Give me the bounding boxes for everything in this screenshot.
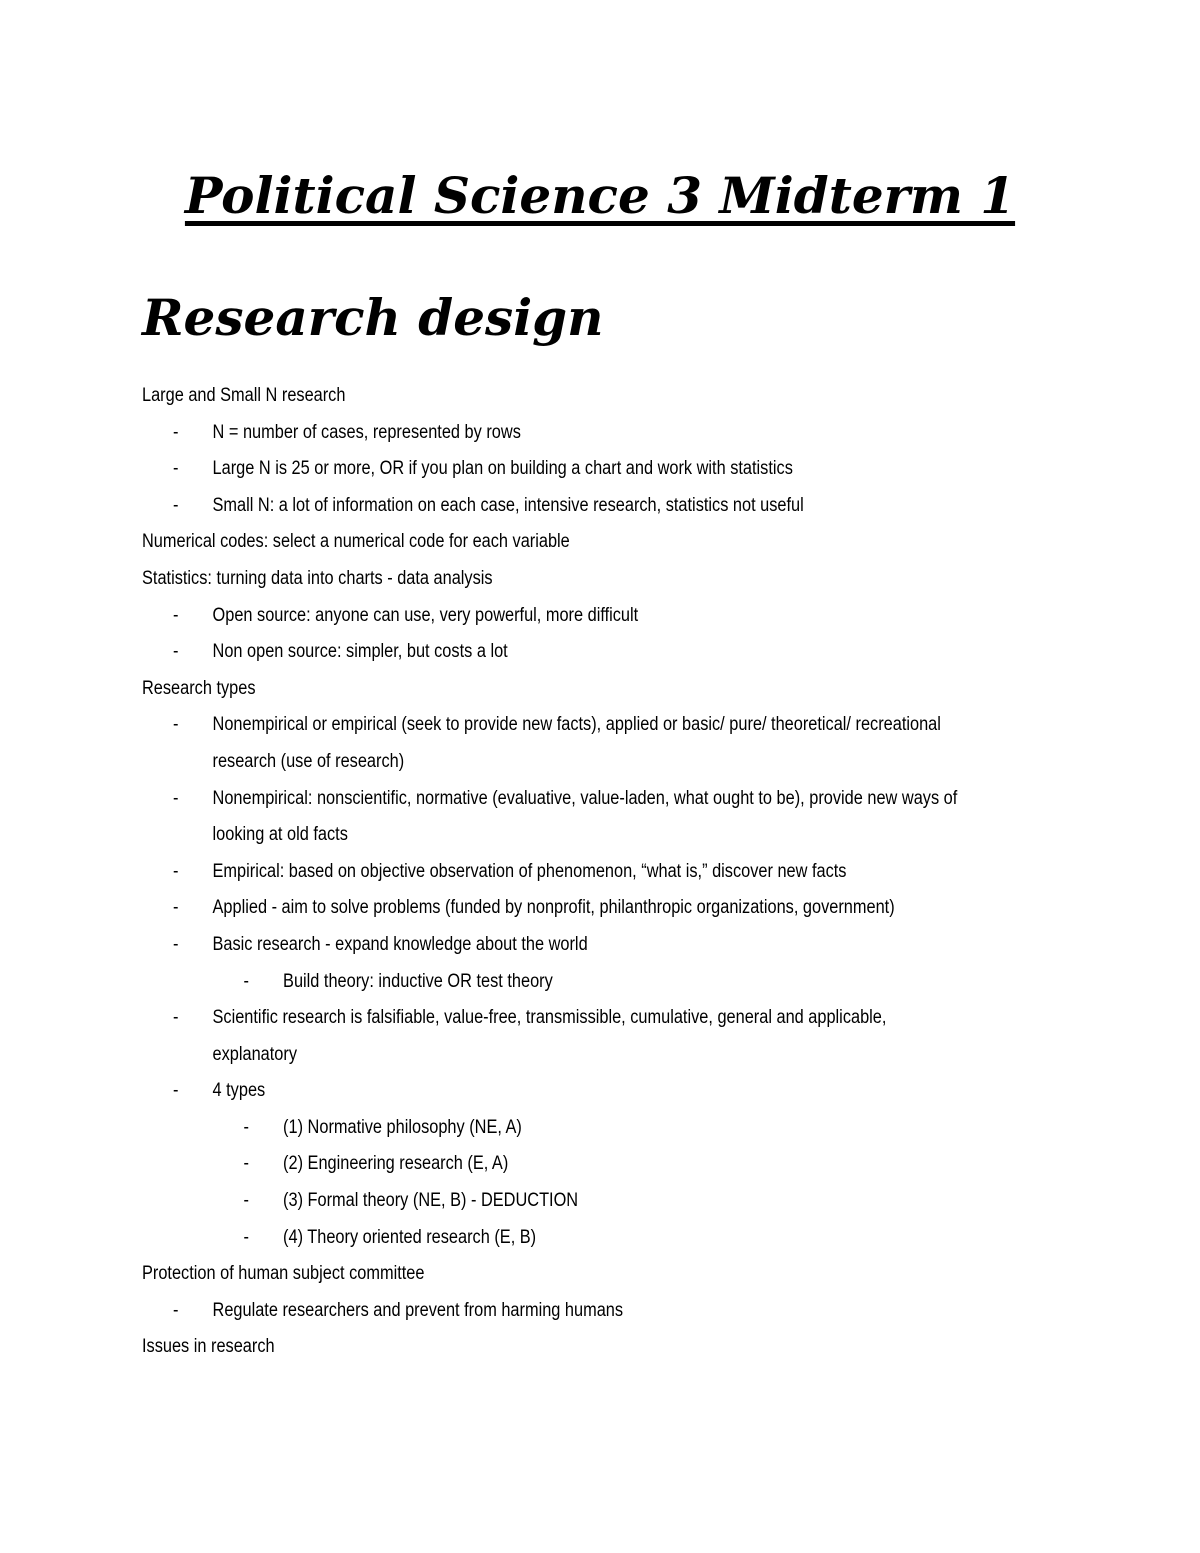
notes-list: [142, 378, 968, 1366]
bullet-item: - Nonempirical or empirical (seek to provide new facts), applied or basic/ pure/ theoretical/ recreational research (use of research): [142, 707, 968, 780]
bullet-item: - Basic research - expand knowledge about the world: [142, 927, 968, 964]
document-title: Political Science 3 Midterm 1: [184, 166, 1016, 225]
bullet-item: - Large N is 25 or more, OR if you plan on building a chart and work with statistics: [142, 451, 968, 488]
bullet-item: - Scientific research is falsifiable, value-free, transmissible, cumulative, general and applicable, explanatory: [142, 1000, 968, 1073]
bullet-item: - Empirical: based on objective observation of phenomenon, “what is,” discover new facts: [142, 854, 968, 891]
bullet-item: - Small N: a lot of information on each case, intensive research, statistics not useful: [142, 488, 968, 525]
note-line: Research types: [142, 677, 256, 699]
note-line: Issues in research: [142, 1336, 275, 1358]
bullet-item: - 4 types: [142, 1073, 968, 1110]
bullet-item: - Nonempirical: nonscientific, normative (evaluative, value-laden, what ought to be), provide new ways of looking at old facts: [142, 781, 968, 854]
sub-bullet-item: - (4) Theory oriented research (E, B): [142, 1220, 968, 1257]
bullet-item: - N = number of cases, represented by rows: [142, 415, 968, 452]
note-line: Large and Small N research: [142, 385, 346, 406]
bullet-item: - Non open source: simpler, but costs a lot: [142, 634, 968, 671]
bullet-item: - Open source: anyone can use, very powerful, more difficult: [142, 598, 968, 635]
note-line: Numerical codes: select a numerical code for each variable: [142, 531, 570, 553]
sub-bullet-item: - Build theory: inductive OR test theory: [142, 964, 968, 1001]
sub-bullet-item: - (1) Normative philosophy (NE, A): [142, 1110, 968, 1147]
bullet-item: - Regulate researchers and prevent from harming humans: [142, 1293, 968, 1330]
note-line: Statistics: turning data into charts - data analysis: [142, 567, 493, 589]
bullet-item: - Applied - aim to solve problems (funded by nonprofit, philanthropic organizations, government): [142, 890, 968, 927]
sub-bullet-item: - (2) Engineering research (E, A): [142, 1146, 968, 1183]
section-heading: Research design: [142, 288, 604, 347]
sub-bullet-item: - (3) Formal theory (NE, B) - DEDUCTION: [142, 1183, 968, 1220]
note-line: Protection of human subject committee: [142, 1263, 425, 1285]
